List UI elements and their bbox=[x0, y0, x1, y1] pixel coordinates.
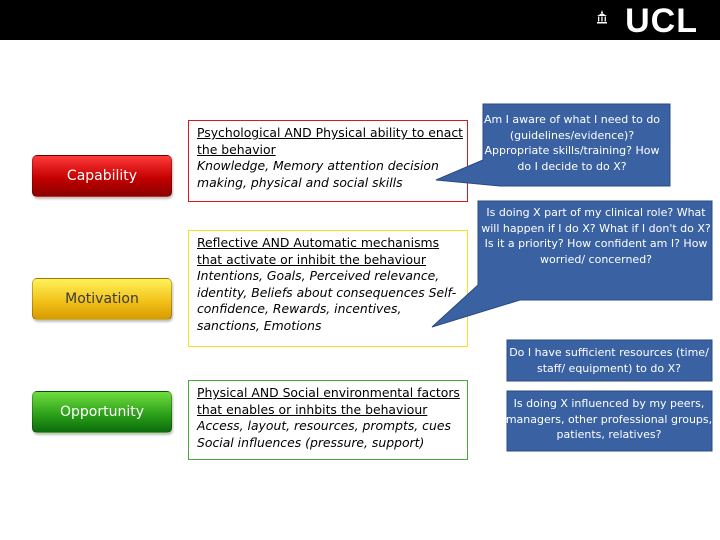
opportunity-heading: Physical AND Social environmental factors that enables or inhbits the behaviour bbox=[197, 385, 460, 417]
capability-label: Capability bbox=[32, 155, 172, 197]
motivation-label: Motivation bbox=[32, 278, 172, 320]
opportunity-label: Opportunity bbox=[32, 391, 172, 433]
motivation-heading: Reflective AND Automatic mechanisms that activate or inhibit the behaviour bbox=[197, 235, 440, 267]
motivation-detail: Intentions, Goals, Perceived relevance, identity, Beliefs about consequences Self-confidence, Rewards, incentives, sanctions, Emotions bbox=[197, 268, 457, 333]
callout-text-resources: Do I have sufficient resources (time/ staff/ equipment) to do X? bbox=[509, 346, 709, 375]
opportunity-detail: Access, layout, resources, prompts, cues Social influences (pressure, support) bbox=[197, 418, 451, 450]
callout-text-role: Is doing X part of my clinical role? What will happen if I do X? What if I don't do X? Is it a priority? How confident am I? How worried/ concerned? bbox=[481, 206, 711, 266]
callout-text-peers: Is doing X influenced by my peers, managers, other professional groups, patients, relatives? bbox=[505, 397, 713, 441]
callout-text-awareness: Am I aware of what I need to do (guidelines/evidence)? Appropriate skills/training? How do I decide to do X? bbox=[483, 113, 661, 173]
ucl-logo-text: UCL bbox=[625, 2, 698, 40]
capability-heading: Psychological AND Physical ability to enact the behavior bbox=[197, 125, 464, 157]
capability-detail: Knowledge, Memory attention decision making, physical and social skills bbox=[197, 158, 439, 190]
